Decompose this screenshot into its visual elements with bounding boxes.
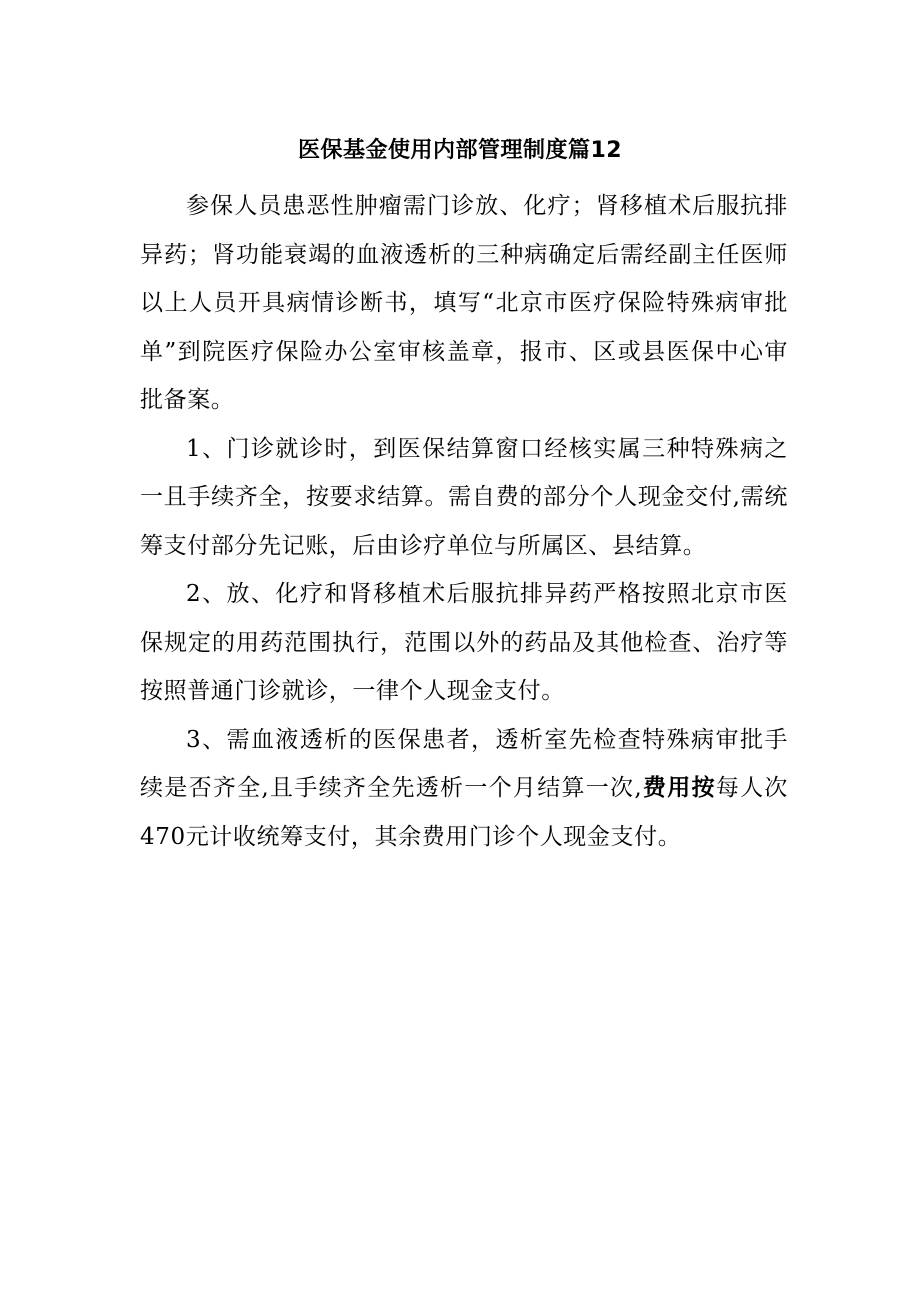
paragraph-item-3-text-before: 3、需血液透析的医保患者，透析室先检查特殊病审批手续是否齐全,且手续齐全先透析一个月结算一次, — [140, 726, 788, 801]
document-body — [140, 182, 788, 861]
paragraph-item-2: 2、放、化疗和肾移植术后服抗排异药严格按照北京市医保规定的用药范围执行，范围以外的药品及其他检查、治疗等按照普通门诊就诊，一律个人现金支付。 — [140, 581, 788, 704]
paragraph-item-1: 1、门诊就诊时，到医保结算窗口经核实属三种特殊病之一且手续齐全，按要求结算。需自费的部分个人现金交付,需统筹支付部分先记账，后由诊疗单位与所属区、县结算。 — [140, 435, 788, 559]
document-title: 医保基金使用内部管理制度篇12 — [297, 138, 623, 163]
paragraph-item-3-text-after: 每人次470元计收统筹支付，其余费用门诊个人现金支付。 — [140, 775, 788, 850]
paragraph-intro: 参保人员患恶性肿瘤需门诊放、化疗；肾移植术后服抗排异药；肾功能衰竭的血液透析的三种病确定后需经副主任医师以上人员开具病情诊断书，填写“北京市医疗保险特殊病审批单”到院医疗保险办公室审核盖章，报市、区或县医保中心审批备案。 — [140, 193, 788, 413]
paragraph-item-3 — [140, 716, 788, 862]
paragraph-item-3-bold-text: 费用按 — [642, 775, 716, 801]
